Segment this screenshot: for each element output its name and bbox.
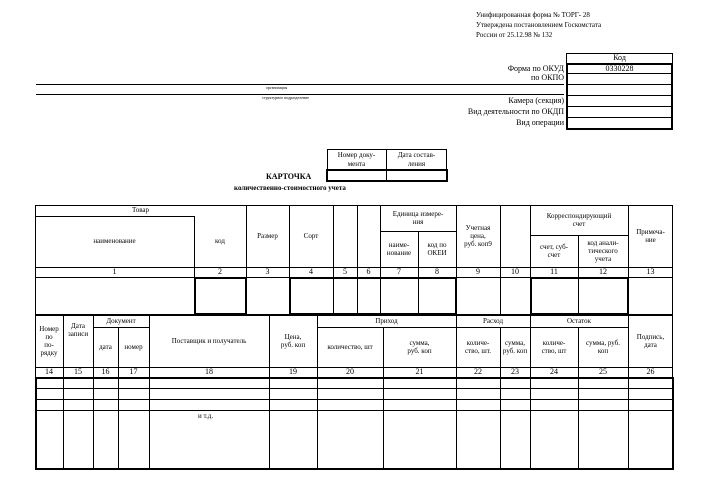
col-num: 8 [435,267,439,276]
col-postavshik: Поставщик и получатель [171,336,247,345]
col-num: 6 [366,267,371,276]
col-num: 23 [511,367,519,376]
entries-box[interactable] [35,377,674,470]
col-num: 7 [397,267,401,276]
col-kod: код [215,237,225,246]
col-num: 9 [476,267,480,276]
organization-caption: организация [266,85,288,90]
col-num: 13 [646,267,655,276]
etc-label: и т.д. [198,412,214,420]
col-edinica-okei: код по ОКЕИ [427,240,447,257]
card-subtitle: количественно-стоимостного учета [234,184,346,192]
operation-label: Вид операции [516,118,564,127]
col-num: 10 [511,267,519,276]
table-row[interactable] [36,388,673,389]
col-doc-data: дата [99,342,112,351]
col-num: 22 [474,367,482,376]
form-header-line1: Унифицированная форма № ТОРГ- 28 [476,11,590,19]
col-num: 11 [550,267,558,276]
col-num: 24 [550,367,558,376]
table-row[interactable] [36,410,673,411]
col-num: 21 [415,367,424,376]
form-header-line2: Утверждена постановлением Госкомстата [476,21,602,29]
col-num: 15 [74,367,82,376]
docnum-values-box[interactable] [326,169,448,182]
table-row[interactable] [36,399,673,400]
col-num: 26 [646,367,655,376]
col-num: 19 [289,367,297,376]
col-document: Документ [106,316,136,325]
col-prihod: Приход [375,316,398,325]
input-attributes[interactable] [289,277,457,315]
docdate-label: Дата состав- ления [397,151,436,168]
col-data-zapisi: Дата записи [67,321,89,338]
col-num: 3 [265,267,270,276]
col-nomer: Номер по по- рядку [39,324,59,358]
col-prihod-summa: сумма, руб. коп [407,338,432,355]
col-num: 20 [346,367,354,376]
col-podpis: Подпись, дата [636,332,665,349]
form-header-line3: России от 25.12.98 № 132 [476,31,553,39]
col-schet-sub: счет, суб- счет [540,242,568,259]
camera-label: Камера (секция) [508,96,564,105]
col-num: 12 [599,267,607,276]
division-caption: структурное подразделение [262,95,310,100]
col-ostatok: Остаток [566,316,592,325]
col-edinica-name: наиме- нование [386,240,412,257]
col-kod-analit: код анали- тического учета [587,238,619,264]
col-num: 25 [599,367,607,376]
col-num: 2 [218,267,222,276]
col-num: 5 [343,267,347,276]
col-num: 16 [101,367,110,376]
col-num: 14 [45,367,53,376]
col-prihod-kolichestvo: количество, шт [327,342,373,351]
okud-label: Форма по ОКУД [507,64,564,73]
docnum-label: Номер доку- мента [337,151,376,168]
card-title: КАРТОЧКА [266,172,312,181]
col-doc-nomer: номер [124,342,143,351]
col-num: 17 [129,367,138,376]
col-rashod-kolichestvo: количе- ство, шт. [464,338,492,355]
col-cena: Цена, руб. коп [280,332,306,349]
col-razmer: Размер [257,231,278,240]
col-num: 4 [309,267,313,276]
input-korr-schet[interactable] [530,277,629,315]
organization-line[interactable] [36,84,564,85]
okpo-label: по ОКПО [531,73,564,82]
col-tovar: Товар [131,206,150,215]
col-ostatok-kolichestvo: количе- ство, шт [541,338,567,355]
codes-title: Код [613,53,626,62]
col-sort: Сорт [303,231,319,240]
col-naimenovanie: наименование [93,237,136,246]
input-kod[interactable] [194,277,247,315]
col-rashod: Расход [482,316,504,325]
col-primechanie: Примеча- ние [636,227,665,244]
col-num: 18 [205,367,213,376]
col-num: 1 [112,267,117,276]
okdp-label: Вид деятельности по ОКДП [467,107,564,116]
col-edinica: Единица измере- ния [392,209,444,226]
col-uchet-cena: Учетная цена, руб. коп9 [464,223,492,249]
col-ostatok-summa: сумма, руб. коп [586,338,620,355]
okud-value[interactable]: 0330228 [605,64,634,73]
col-rashod-summa: сумма, руб. коп [502,338,528,355]
col-korr-schet: Корреспондирующий счет [546,211,612,228]
